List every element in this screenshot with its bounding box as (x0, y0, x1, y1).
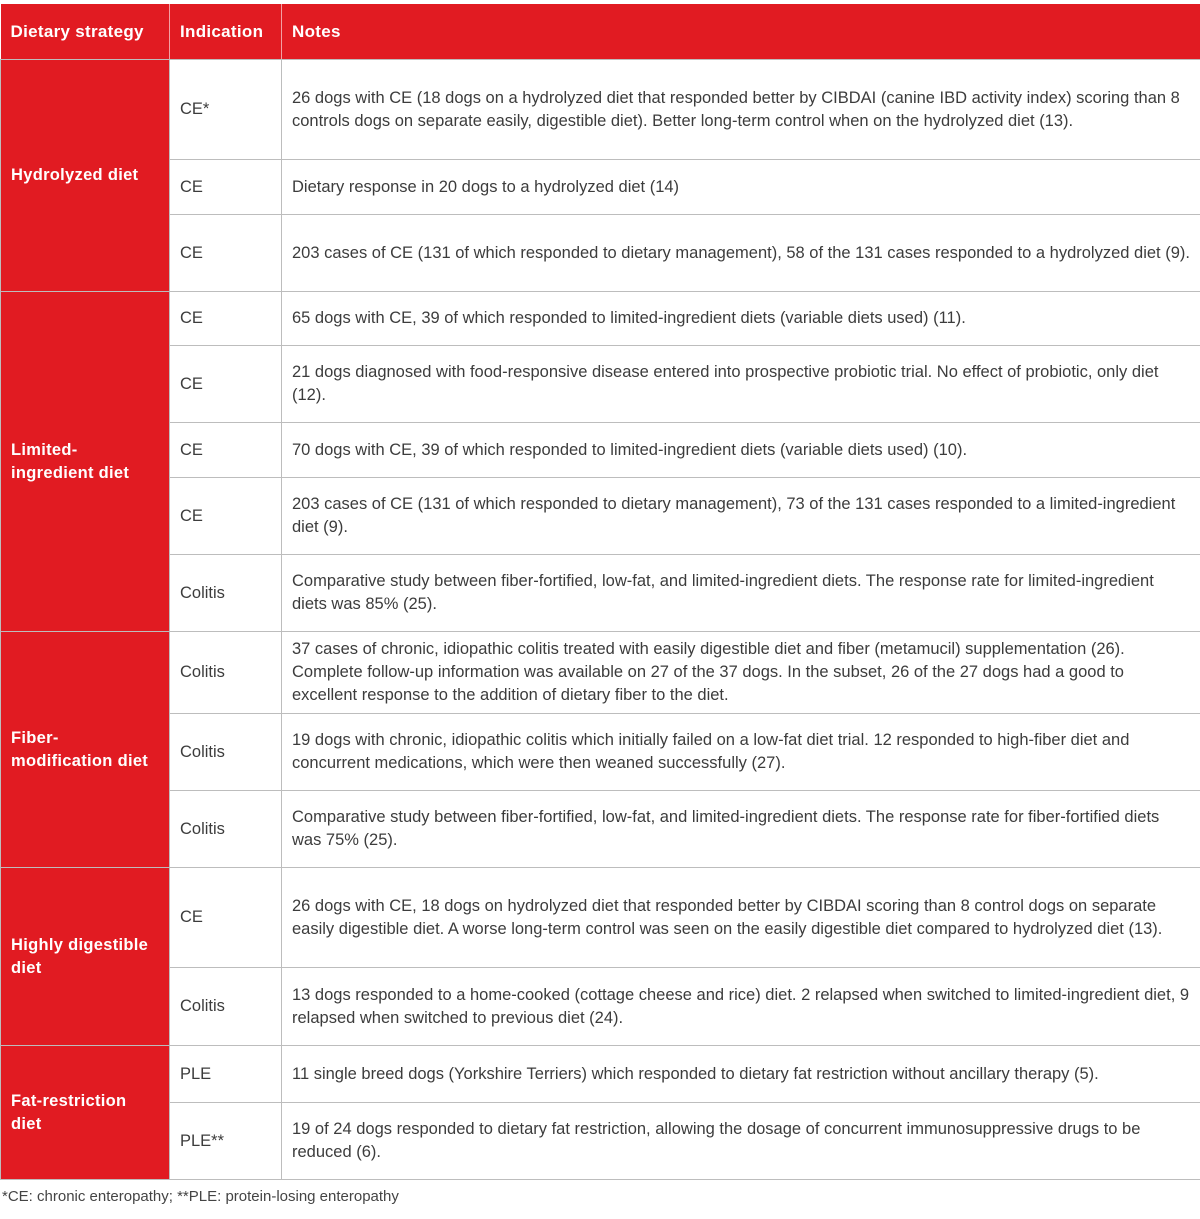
indication-cell: PLE** (170, 1103, 282, 1180)
table-row (1, 868, 1200, 968)
note-cell: 37 cases of chronic, idiopathic colitis treated with easily digestible diet and fiber (metamucil) supplementation (26). Complete follow-up information was available on 27 of the 37 dogs. In the subset, 26 of the 27 dogs had a good to excellent response to the addition of dietary fiber to the diet. (282, 632, 1200, 714)
indication-cell: Colitis (170, 968, 282, 1046)
table-footnote: *CE: chronic enteropathy; **PLE: protein-losing enteropathy (2, 1188, 399, 1205)
indication-cell: CE (170, 160, 282, 215)
indication-cell: Colitis (170, 791, 282, 868)
table-row (1, 632, 1200, 714)
note-cell: Comparative study between fiber-fortified, low-fat, and limited-ingredient diets. The response rate for limited-ingredient diets was 85% (25). (282, 555, 1200, 632)
note-cell: 19 of 24 dogs responded to dietary fat restriction, allowing the dosage of concurrent immunosuppressive drugs to be reduced (6). (282, 1103, 1200, 1180)
note-cell: Dietary response in 20 dogs to a hydrolyzed diet (14) (282, 160, 1200, 215)
header-notes: Notes (282, 4, 1200, 60)
table-row (1, 478, 1200, 555)
note-cell: 203 cases of CE (131 of which responded to dietary management), 58 of the 131 cases responded to a hydrolyzed diet (9). (282, 215, 1200, 292)
strategy-limited-ingredient: Limited-ingredient diet (1, 292, 170, 632)
table-row (1, 215, 1200, 292)
strategy-hydrolyzed: Hydrolyzed diet (1, 60, 170, 292)
note-cell: 203 cases of CE (131 of which responded to dietary management), 73 of the 131 cases responded to a limited-ingredient diet (9). (282, 478, 1200, 555)
indication-cell: CE (170, 478, 282, 555)
table-row (1, 160, 1200, 215)
indication-cell: PLE (170, 1046, 282, 1103)
indication-cell: CE (170, 423, 282, 478)
table-row (1, 292, 1200, 346)
table-row (1, 1103, 1200, 1180)
note-cell: 21 dogs diagnosed with food-responsive disease entered into prospective probiotic trial. No effect of probiotic, only diet (12). (282, 346, 1200, 423)
indication-cell: CE (170, 868, 282, 968)
indication-cell: Colitis (170, 632, 282, 714)
indication-cell: CE (170, 292, 282, 346)
table-row (1, 1046, 1200, 1103)
table-row (1, 423, 1200, 478)
header-row (1, 4, 1200, 60)
strategy-highly-digestible: Highly digestible diet (1, 868, 170, 1046)
table-row (1, 968, 1200, 1046)
note-cell: 70 dogs with CE, 39 of which responded to limited-ingredient diets (variable diets used) (10). (282, 423, 1200, 478)
table-row (1, 346, 1200, 423)
indication-cell: Colitis (170, 714, 282, 791)
strategy-fiber-modification: Fiber-modification diet (1, 632, 170, 868)
table-row (1, 555, 1200, 632)
indication-cell: Colitis (170, 555, 282, 632)
note-cell: 26 dogs with CE (18 dogs on a hydrolyzed diet that responded better by CIBDAI (canine IBD activity index) scoring than 8 controls dogs on separate easily, digestible diet). Better long-term control when on the hydrolyzed diet (13). (282, 60, 1200, 160)
note-cell: Comparative study between fiber-fortified, low-fat, and limited-ingredient diets. The response rate for fiber-fortified diets was 75% (25). (282, 791, 1200, 868)
table-row (1, 791, 1200, 868)
table-row (1, 714, 1200, 791)
note-cell: 13 dogs responded to a home-cooked (cottage cheese and rice) diet. 2 relapsed when switched to limited-ingredient diet, 9 relapsed when switched to previous diet (24). (282, 968, 1200, 1046)
header-dietary-strategy: Dietary strategy (1, 4, 170, 60)
note-cell: 11 single breed dogs (Yorkshire Terriers) which responded to dietary fat restriction without ancillary therapy (5). (282, 1046, 1200, 1103)
note-cell: 19 dogs with chronic, idiopathic colitis which initially failed on a low-fat diet trial. 12 responded to high-fiber diet and concurrent medications, which were then weaned successfully (27). (282, 714, 1200, 791)
note-cell: 26 dogs with CE, 18 dogs on hydrolyzed diet that responded better by CIBDAI scoring than 8 control dogs on separate easily digestible diet. A worse long-term control was seen on the easily digestible diet compared to hydrolyzed diet (13). (282, 868, 1200, 968)
note-cell: 65 dogs with CE, 39 of which responded to limited-ingredient diets (variable diets used) (11). (282, 292, 1200, 346)
indication-cell: CE* (170, 60, 282, 160)
table-row (1, 60, 1200, 160)
indication-cell: CE (170, 215, 282, 292)
dietary-strategy-table (0, 4, 1200, 1180)
strategy-fat-restriction: Fat-restriction diet (1, 1046, 170, 1180)
header-indication: Indication (170, 4, 282, 60)
indication-cell: CE (170, 346, 282, 423)
